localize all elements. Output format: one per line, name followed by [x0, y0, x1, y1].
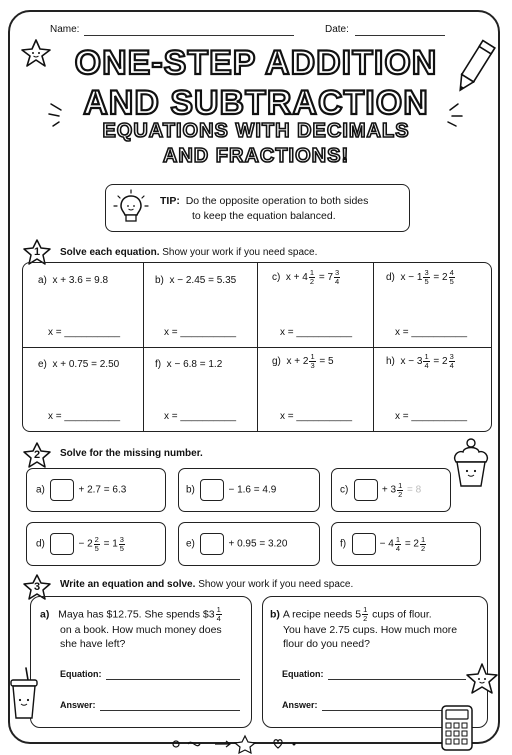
missing-eq-a: a) + 2.7 = 6.3	[36, 479, 126, 501]
calculator-icon	[440, 704, 474, 752]
section-1-instruction	[60, 247, 317, 258]
tip-text	[160, 194, 410, 224]
section-2-heading: Solve for the missing number.	[60, 448, 203, 459]
lightbulb-icon	[112, 188, 150, 228]
equation-h: h) x − 3 $\frac{1}{4}$ = 2 $\frac{3}{4}$	[386, 352, 454, 370]
equation-g: g) x + 2 $\frac{1}{3}$ = 5	[272, 352, 334, 370]
answer-line-c[interactable]: x = __________	[280, 327, 353, 338]
missing-eq-b: b) − 1.6 = 4.9	[186, 479, 276, 501]
star-icon	[464, 662, 500, 696]
title-line-4: AND FRACTIONS!	[162, 145, 350, 167]
equation-b: b) x − 2.45 = 5.35	[155, 275, 237, 286]
word-problem-b-text: b) A recipe needs 5 $\frac{1}{2}$ cups of flour. You have 2.75 cups. How much more flour do you need?	[270, 605, 458, 650]
date-label: Date:	[325, 24, 349, 35]
answer-line-e[interactable]: x = __________	[48, 411, 121, 422]
section-3-instruction	[60, 579, 353, 590]
equation-grid	[22, 262, 492, 432]
answer-line-f[interactable]: x = __________	[164, 411, 237, 422]
equation-f: f) x − 6.8 = 1.2	[155, 359, 223, 370]
tip-line-1: Do the opposite operation to both sides	[185, 195, 369, 207]
answer-line-a[interactable]: x = __________	[48, 327, 121, 338]
grid-divider	[373, 263, 374, 431]
answer-box[interactable]	[50, 533, 74, 555]
section-1-heading: Solve each equation.	[60, 247, 160, 258]
missing-eq-e: e) + 0.95 = 3.20	[186, 533, 287, 555]
section-1-subtext: Show your work if you need space.	[162, 247, 318, 258]
equation-line-a[interactable]	[106, 678, 240, 680]
answer-line-d[interactable]: x = __________	[395, 327, 468, 338]
name-label: Name:	[50, 24, 80, 35]
equation-c: c) x + 4 $\frac{1}{2}$ = 7 $\frac{3}{4}$	[272, 268, 340, 286]
equation-line-b[interactable]	[328, 678, 466, 680]
date-line[interactable]	[355, 34, 445, 36]
missing-eq-d: d) − 2 $\frac{2}{5}$ = 1 $\frac{3}{5}$	[36, 533, 126, 555]
answer-label-a: Answer:	[60, 700, 96, 710]
answer-box[interactable]	[200, 479, 224, 501]
answer-box[interactable]	[352, 533, 376, 555]
answer-label-b: Answer:	[282, 700, 318, 710]
answer-line-b[interactable]: x = __________	[164, 327, 237, 338]
tip-line-2: to keep the equation balanced.	[192, 210, 336, 222]
title-line-3: EQUATIONS WITH DECIMALS	[102, 120, 410, 142]
section-3-number: 3	[34, 581, 41, 593]
answer-box[interactable]	[200, 533, 224, 555]
doodle-border-icon	[170, 732, 300, 754]
equation-a: a) x + 3.6 = 9.8	[38, 275, 109, 286]
title-line-2: AND SUBTRACTION	[83, 84, 429, 122]
missing-eq-c: c) + 3 $\frac{1}{2}$ = 8	[340, 479, 421, 501]
answer-line-a[interactable]	[100, 709, 240, 711]
equation-label-a: Equation:	[60, 669, 102, 679]
tip-label: TIP:	[160, 195, 180, 207]
missing-eq-f: f) − 4 $\frac{1}{4}$ = 2 $\frac{1}{2}$	[340, 533, 427, 555]
answer-line-h[interactable]: x = __________	[395, 411, 468, 422]
section-1-number: 1	[34, 246, 41, 258]
grid-divider	[257, 263, 258, 431]
section-3-heading: Write an equation and solve.	[60, 579, 196, 590]
answer-line-g[interactable]: x = __________	[280, 411, 353, 422]
equation-e: e) x + 0.75 = 2.50	[38, 359, 120, 370]
answer-box[interactable]	[50, 479, 74, 501]
equation-d: d) x − 1 $\frac{3}{5}$ = 2 $\frac{4}{5}$	[386, 268, 454, 286]
answer-box[interactable]	[354, 479, 378, 501]
section-3-subtext: Show your work if you need space.	[198, 579, 354, 590]
name-line[interactable]	[84, 34, 294, 36]
title-line-1: ONE-STEP ADDITION	[74, 44, 438, 82]
section-2-number: 2	[34, 449, 41, 461]
grid-divider	[143, 263, 144, 431]
cupcake-icon	[450, 436, 492, 494]
drink-cup-icon	[6, 666, 42, 724]
equation-label-b: Equation:	[282, 669, 324, 679]
word-problem-a-text: a) Maya has $12.75. She spends $3 $\frac{1}{4}$ on a book. How much money does she have left?	[40, 605, 222, 650]
